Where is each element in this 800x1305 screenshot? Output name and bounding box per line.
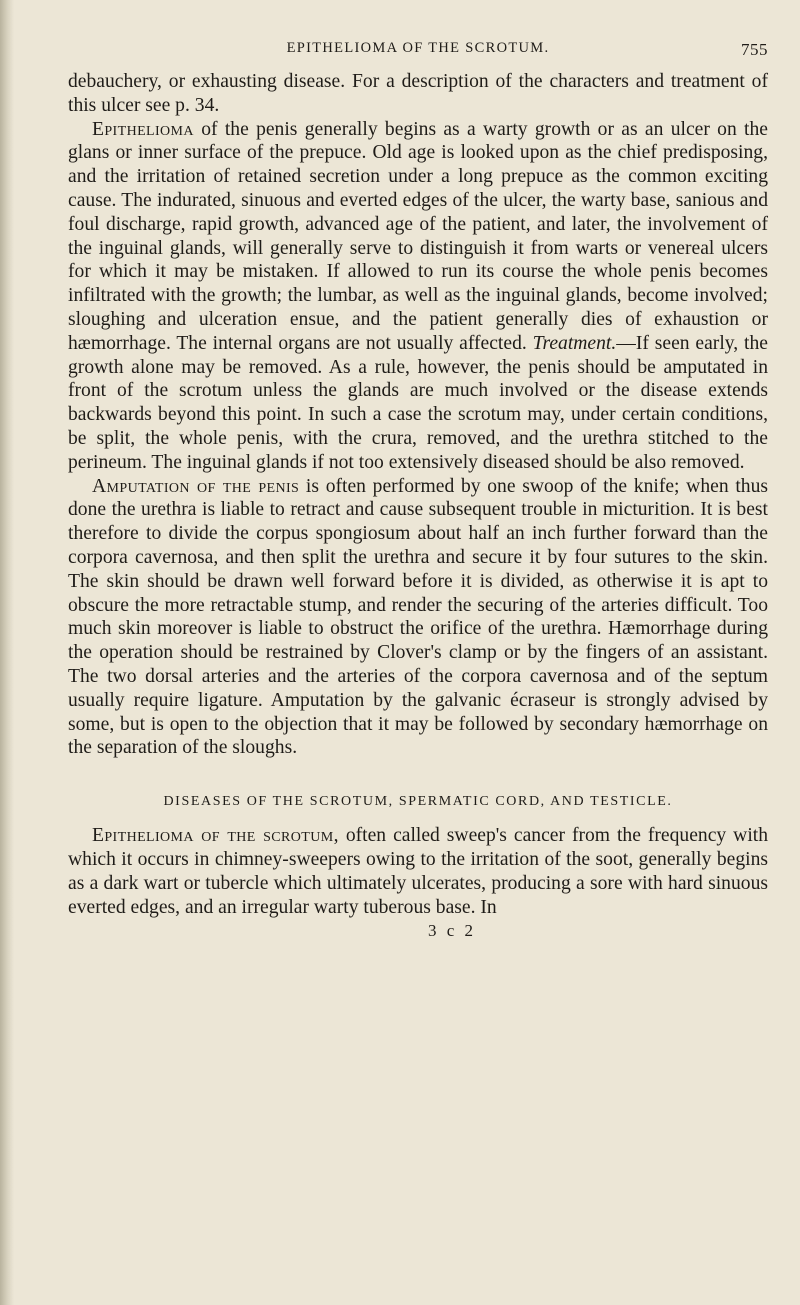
paragraph-ulcer-reference: debauchery, or exhausting disease. For a description of the characters and treatment of this ulcer see p. 34. (68, 71, 768, 116)
paragraph-amputation (68, 475, 768, 761)
running-head-title: EPITHELIOMA OF THE SCROTUM. (286, 40, 550, 56)
paragraph-text: —If seen early, the growth alone may be removed. As a rule, however, the penis should be amputated in front of the scrotum unless the glands are much involved or the disease extends backwards beyond this point. In such a case the scrotum may, under certain conditions, be split, the whole penis, with the crura, removed, and the urethra stitched to the perineum. The inguinal glands if not too extensively diseased should be also removed. (68, 332, 768, 473)
paragraph-lead-scrotum: Epithelioma of the scrotum, (92, 825, 339, 847)
paragraph-epithelioma-penis (68, 118, 768, 475)
running-head (68, 40, 768, 70)
paragraph-lead-epithelioma: Epithelioma (92, 118, 194, 140)
paragraph-epithelioma-scrotum (68, 824, 768, 919)
page-binding-shadow (0, 0, 14, 1305)
paragraph-text: is often performed by one swoop of the knife; when thus done the urethra is liable to retract and cause subsequent trouble in micturition. It is best therefore to divide the corpus spongiosum about half an inch further forward than the corpora cavernosa, and then split the urethra and secure it by four sutures to the skin. The skin should be drawn well forward before it is divided, as otherwise it is apt to obscure the more retractable stump, and render the securing of the arteries difficult. Too much skin moreover is liable to obstruct the orifice of the urethra. Hæmorrhage during the operation should be restrained by Clover's clamp or by the fingers of an assistant. The two dorsal arteries and the arteries of the corpora cavernosa and of the septum usually require ligature. Amputation by the galvanic écraseur is strongly advised by some, but is open to the objection that it may be followed by secondary hæmorrhage on the separation of the sloughs. (68, 475, 768, 759)
paragraph-text: often called sweep's cancer from the frequency with which it occurs in chimney-sweepers owing to the irritation of the soot, generally begins as a dark wart or tubercle which ultimately ulcerates, producing a sore with hard sinuous everted edges, and an irregular warty tuberous base. In (68, 825, 769, 918)
section-heading: DISEASES OF THE SCROTUM, SPERMATIC CORD, AND TESTICLE. (163, 794, 673, 810)
paragraph-lead-amputation: Amputation of the penis (92, 475, 300, 497)
paragraph-text: of the penis generally begins as a warty growth or as an ulcer on the glans or inner surface of the prepuce. Old age is looked upon as the chief predisposing, and the irritation of retained secretion under a long prepuce as the common exciting cause. The indurated, sinuous and everted edges of the ulcer, the warty base, sanious and foul discharge, rapid growth, advanced age of the patient, and later, the involvement of the inguinal glands, will generally serve to distinguish it from warts or venereal ulcers for which it may be mistaken. If allowed to run its course the whole penis becomes infiltrated with the growth; the lumbar, as well as the inguinal glands, become involved; sloughing and ulceration ensue, and the patient generally dies of exhaustion or hæmorrhage. The internal organs are not usually affected. (68, 118, 768, 354)
treatment-label: Treatment. (532, 332, 617, 354)
page-number: 755 (741, 40, 768, 59)
signature-mark: 3 c 2 (428, 921, 477, 941)
book-page (68, 40, 768, 941)
